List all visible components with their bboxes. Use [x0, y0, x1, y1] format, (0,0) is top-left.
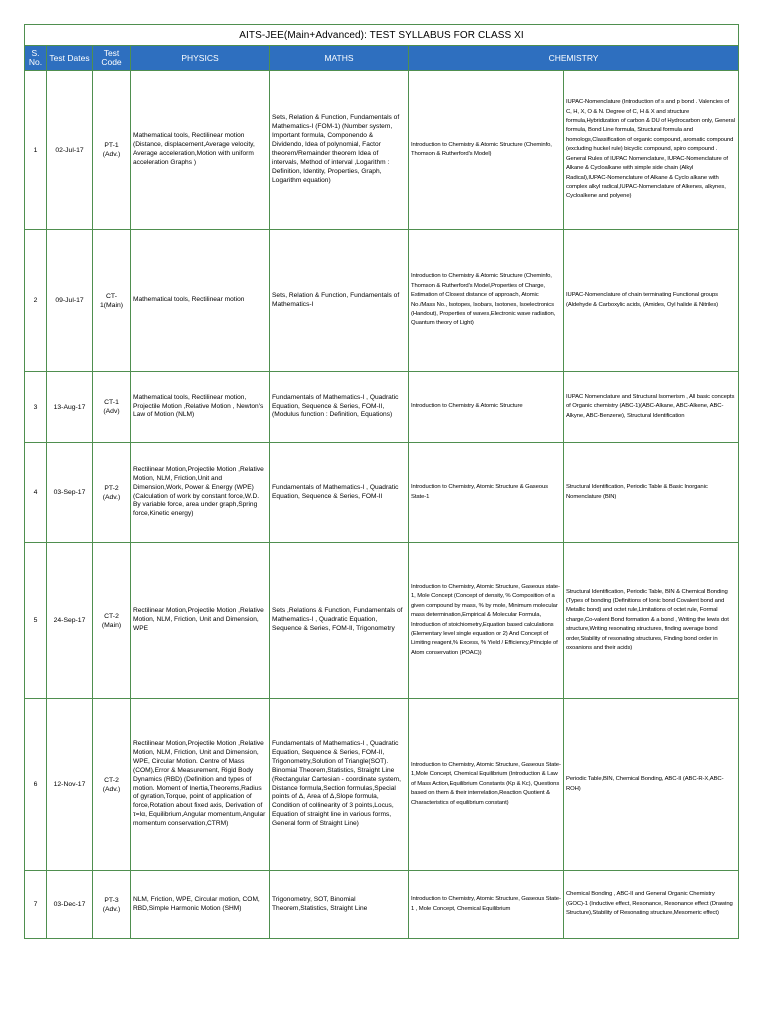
sno-cell: 2 — [25, 230, 47, 372]
physics-cell: Rectilinear Motion,Projectile Motion ,Relative Motion, NLM, Friction, Unit and Dimension, WPE — [131, 543, 270, 699]
date-cell: 03-Sep-17 — [47, 443, 93, 543]
sno-cell: 7 — [25, 871, 47, 939]
chemistry-topic-cell: Introduction to Chemistry, Atomic Structure, Gaseous State-1,Mole Concept, Chemical Equilibrium (Introduction & Law of Mass Action,Equilibrium Constants (Kp & Kc), Questions based on them & their interrelation,Reaction Quotient & Characteristics of equilibrium constant) — [409, 699, 564, 871]
sheet-title: AITS-JEE(Main+Advanced): TEST SYLLABUS FOR CLASS XI — [25, 25, 739, 46]
chemistry-topic-cell: Introduction to Chemistry, Atomic Structure, Gaseous state-1, Mole Concept (Concept of density, % Composition of a given compound by mass, % by mole, Minimum molecular mass determination,Empirical & Molecular Formula, Introduction of stoichiometry,Equation based calculations (Elementary level single equation or 2) And Concept of Limiting reagent,% Excess, % Yield / Efficiency,Principle of Atom conservation (POAC)) — [409, 543, 564, 699]
chemistry-organic-cell: Structural Identification, Periodic Table & Basic Inorganic Nomenclature (BIN) — [564, 443, 739, 543]
chemistry-organic-cell: IUPAC-Nomenclature (Introduction of s and p bond . Valencies of C, H, X, O & N. Degree of C, H & X and structure formula,Hybridization of carbon & DU of Hydrocarbon only, General formula, Bond Line formula, Structural formula and homologs,Classification of organic compound, aromatic compound (excluding huckel rule) bicyclic compound, spiro compound . General Rules of IUPAC Nomenclature, IUPAC-Nomenclature of Alkane & Cycloalkane with simple side chain (Alkyl Radical),IUPAC-Nomenclature of Alkane & Cyclo alkane with complex alkyl radical,IUPAC-Nomenclature of Alkenes, alkynes, Cycloalkene and polyene) — [564, 71, 739, 230]
table-row — [25, 443, 739, 543]
chemistry-topic-cell: Introduction to Chemistry & Atomic Structure (Cheminfo, Thomson & Rutherford's Model,Properties of Charge, Estimation of Closest distance of approach, Atomic No./Mass No., Isotopes, Isobars, Isotones, Isoelectronics (Handout), Properties of waves,Electronic wave radiation, Quantum theory of Light) — [409, 230, 564, 372]
header-chemistry: CHEMISTRY — [409, 46, 739, 71]
date-cell: 09-Jul-17 — [47, 230, 93, 372]
syllabus-sheet — [24, 24, 738, 939]
header-test-dates: Test Dates — [47, 46, 93, 71]
date-cell: 02-Jul-17 — [47, 71, 93, 230]
date-cell: 12-Nov-17 — [47, 699, 93, 871]
sno-cell: 4 — [25, 443, 47, 543]
physics-cell: Rectilinear Motion,Projectile Motion ,Relative Motion, NLM, Friction,Unit and Dimension,Work, Power & Energy (WPE) (Calculation of work by constant force,W.D. By variable force, area under graph,Spring force,Kinetic energy) — [131, 443, 270, 543]
chemistry-topic-cell: Introduction to Chemistry & Atomic Structure — [409, 372, 564, 443]
sno-cell: 5 — [25, 543, 47, 699]
physics-cell: NLM, Friction, WPE, Circular motion, COM, RBD,Simple Harmonic Motion (SHM) — [131, 871, 270, 939]
date-cell: 13-Aug-17 — [47, 372, 93, 443]
sno-cell: 6 — [25, 699, 47, 871]
chemistry-topic-cell: Introduction to Chemistry, Atomic Structure & Gaseous State-1 — [409, 443, 564, 543]
chemistry-organic-cell: IUPAC-Nomenclature of chain terminating Functional groups (Aldehyde & Carboxylic acids, (Amides, Oyl halide & Nitriles) — [564, 230, 739, 372]
maths-cell: Fundamentals of Mathematics-I , Quadratic Equation, Sequence & Series, FOM-II, Trigonometry,Solution of Triangle(SOT). Binomial Theorem,Statistics, Straight Line (Rectangular Cartesian - coordinate system, Distance formula,Section formulas,Special points of Δ, Area of Δ,Slope formula, Condition of collinearity of 3 points,Locus, Equation of straight line in various forms, General form of Straight Line) — [270, 699, 409, 871]
table-row — [25, 543, 739, 699]
physics-cell: Mathematical tools, Rectilinear motion, Projectile Motion ,Relative Motion , Newton's Law of Motion (NLM) — [131, 372, 270, 443]
date-cell: 24-Sep-17 — [47, 543, 93, 699]
syllabus-table — [24, 24, 739, 939]
code-cell: PT-2 (Adv.) — [93, 443, 131, 543]
chemistry-organic-cell: Structural Identification, Periodic Table, BIN & Chemical Bonding (Types of bonding (Definitions of Ionic bond Covalent bond and Metallic bond) and octet rule,Limitations of octet rule, Formal charge,Co-valent Bond formation & a bond , Writing the lewis dot structure,Writing resonating structures, finding average bond order,Stability of resonating structures, Finding bond order in oxoanions and their acids) — [564, 543, 739, 699]
date-cell: 03-Dec-17 — [47, 871, 93, 939]
physics-cell: Rectilinear Motion,Projectile Motion ,Relative Motion, NLM, Friction, Unit and Dimension, WPE, Circular Motion. Centre of Mass (COM),Error & Measurement, Rigid Body Dynamics (RBD) (Definition and types of motion. Moment of Inertia,Theorems,Radius of gyration,Torque, point of application of force,Rotation about fixed axis, Derivation of τ=Iα, Equilibrium,Angular momentum,Angular momentum conservation,CTRM) — [131, 699, 270, 871]
maths-cell: Fundamentals of Mathematics-I , Quadratic Equation, Sequence & Series, FOM-II, (Modulus function : Definition, Equations) — [270, 372, 409, 443]
maths-cell: Fundamentals of Mathematics-I , Quadratic Equation, Sequence & Series, FOM-II — [270, 443, 409, 543]
header-maths: MATHS — [270, 46, 409, 71]
table-row — [25, 230, 739, 372]
chemistry-topic-cell: Introduction to Chemistry & Atomic Structure (Cheminfo, Thomson & Rutherford's Model) — [409, 71, 564, 230]
code-cell: CT-2 (Adv.) — [93, 699, 131, 871]
header-physics: PHYSICS — [131, 46, 270, 71]
code-cell: CT-1 (Adv) — [93, 372, 131, 443]
header-row — [25, 46, 739, 71]
sno-cell: 3 — [25, 372, 47, 443]
header-sno: S. No. — [25, 46, 47, 71]
maths-cell: Trigonometry, SOT, Binomial Theorem,Statistics, Straight Line — [270, 871, 409, 939]
maths-cell: Sets, Relation & Function, Fundamentals of Mathematics-I — [270, 230, 409, 372]
code-cell: PT-1 (Adv.) — [93, 71, 131, 230]
sno-cell: 1 — [25, 71, 47, 230]
physics-cell: Mathematical tools, Rectilinear motion — [131, 230, 270, 372]
code-cell: CT-2 (Main) — [93, 543, 131, 699]
code-cell: CT- 1(Main) — [93, 230, 131, 372]
table-row — [25, 871, 739, 939]
header-test-code: Test Code — [93, 46, 131, 71]
maths-cell: Sets ,Relations & Function, Fundamentals of Mathematics-I , Quadratic Equation, Sequence & Series, FOM-II, Trigonometry — [270, 543, 409, 699]
physics-cell: Mathematical tools, Rectilinear motion (Distance, displacement,Average velocity, Average acceleration,Motion with uniform acceleration Graphs ) — [131, 71, 270, 230]
maths-cell: Sets, Relation & Function, Fundamentals of Mathematics-I (FOM-1) (Number system, Important formula, Componendo & Dividendo, Idea of polynomial, Factor theorem/Remainder theorem Idea of intervals, Method of interval ,Logarithm : Definition, Identity, Properties, Graph, Logarithm equation) — [270, 71, 409, 230]
table-row — [25, 71, 739, 230]
chemistry-topic-cell: Introduction to Chemistry, Atomic Structure, Gaseous State-1 , Mole Concept, Chemical Equilibrium — [409, 871, 564, 939]
table-row — [25, 372, 739, 443]
chemistry-organic-cell: IUPAC Nomenclature and Structural Isomerism , All basic concepts of Organic chemistry (ABC-1)(ABC-Alkane, ABC-Alkene, ABC-Alkyne, ABC-Benzene), Structural Identification — [564, 372, 739, 443]
code-cell: PT-3 (Adv.) — [93, 871, 131, 939]
title-row — [25, 25, 739, 46]
chemistry-organic-cell: Periodic Table,BIN, Chemical Bonding, ABC-II (ABC-R-X,ABC-ROH) — [564, 699, 739, 871]
chemistry-organic-cell: Chemical Bonding , ABC-II and General Organic Chemistry (GOC)-1 (Inductive effect, Resonance, Resonance effect (Drawing Structure),Stability of Resonating structure,Mesomeric effect) — [564, 871, 739, 939]
table-row — [25, 699, 739, 871]
